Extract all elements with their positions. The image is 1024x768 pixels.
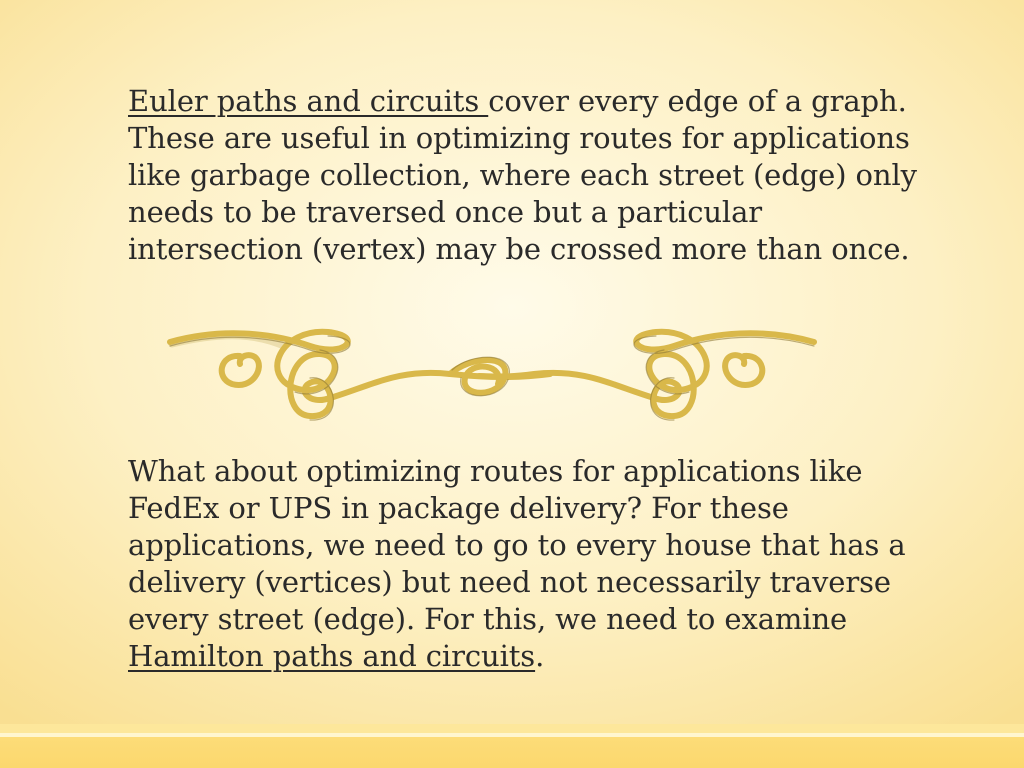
paragraph-euler-text: cover every edge of a graph. These are useful in optimizing routes for applications like garbage collection, where each street (edge) only needs to be traversed once but a particular intersection (vertex) may be crossed more than once. bbox=[128, 84, 917, 266]
footer-band bbox=[0, 724, 1024, 768]
hamilton-paths-link[interactable]: Hamilton paths and circuits bbox=[128, 639, 536, 673]
paragraph-euler bbox=[128, 83, 918, 268]
paragraph-hamilton-text: What about optimizing routes for applications like FedEx or UPS in package delivery? For these applications, we need to go to every house that has a delivery (vertices) but need not necessarily traverse every street (edge). For this, we need to examine bbox=[128, 454, 906, 636]
paragraph-hamilton-period: . bbox=[535, 639, 545, 673]
right-flourish-main bbox=[479, 332, 814, 416]
euler-paths-link[interactable]: Euler paths and circuits bbox=[128, 84, 489, 118]
ornamental-divider-icon bbox=[160, 316, 824, 432]
paragraph-hamilton bbox=[128, 453, 918, 675]
